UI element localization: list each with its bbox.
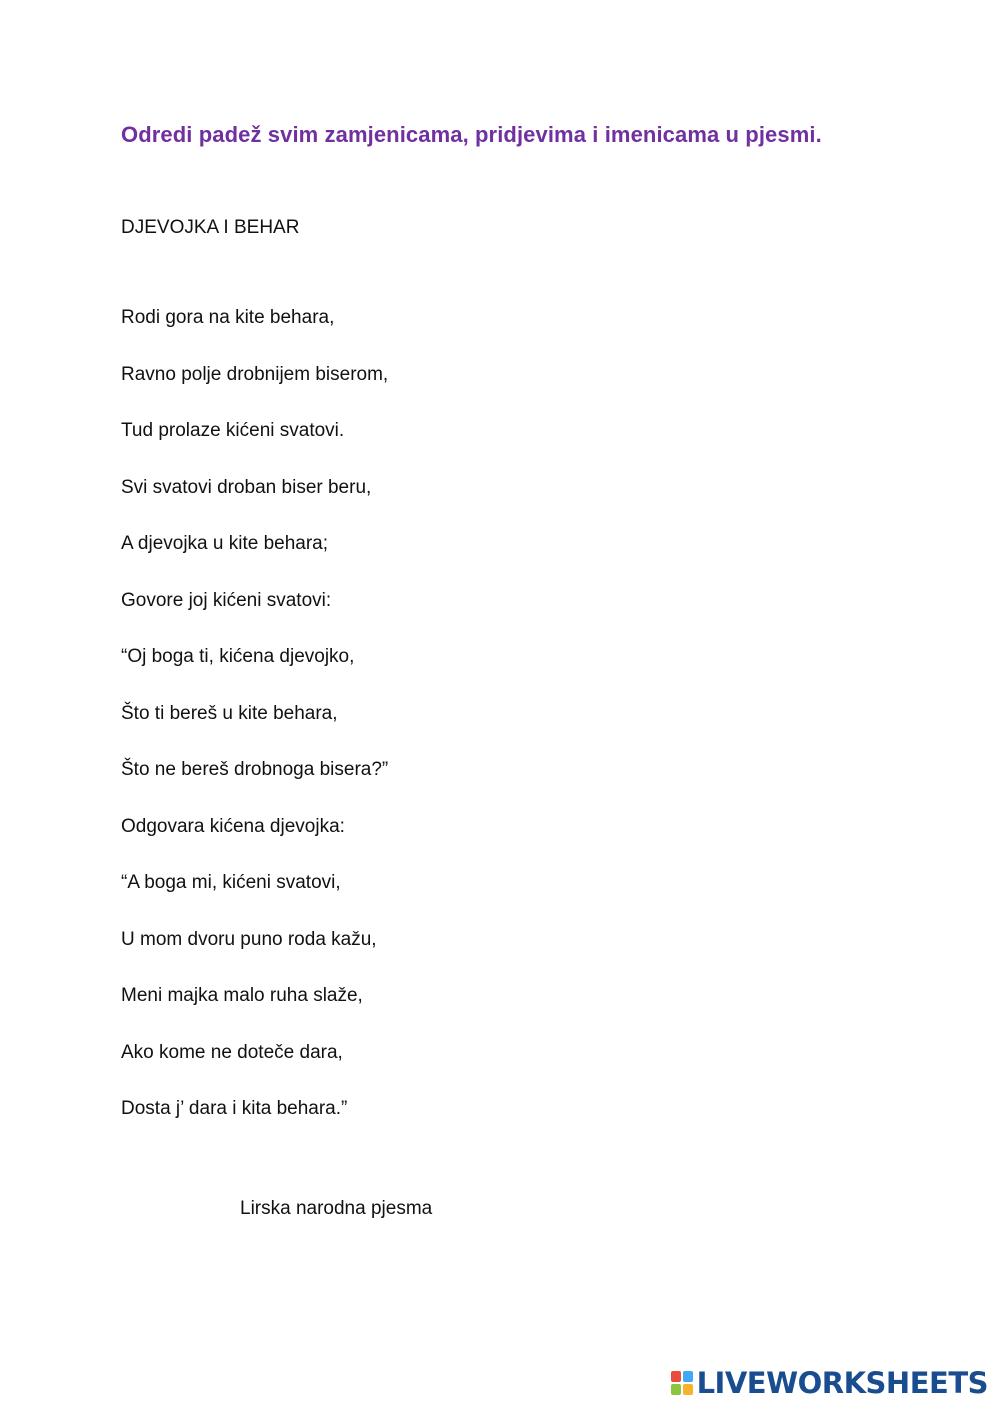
liveworksheets-brand xyxy=(671,1366,988,1400)
poem-line: Što ne bereš drobnoga bisera?” xyxy=(121,759,389,780)
poem-line: Rodi gora na kite behara, xyxy=(121,307,335,328)
logo-square-blue xyxy=(683,1371,693,1382)
liveworksheets-logo-icon xyxy=(671,1371,693,1395)
logo-square-green xyxy=(671,1384,681,1395)
logo-square-red xyxy=(671,1371,681,1382)
poem-line: Govore joj kićeni svatovi: xyxy=(121,589,332,611)
poem-line: Odgovara kićena djevojka: xyxy=(121,815,345,837)
poem-line: Svi svatovi droban biser beru, xyxy=(121,476,372,498)
poem-line: A djevojka u kite behara; xyxy=(121,533,329,554)
poem-body xyxy=(121,306,388,1154)
poem-line: “A boga mi, kićeni svatovi, xyxy=(121,872,341,893)
brand-name: LIVEWORKSHEETS xyxy=(696,1366,988,1400)
poem-line: Ako kome ne doteče dara, xyxy=(121,1041,343,1063)
logo-square-yellow xyxy=(683,1384,693,1395)
poem-line: Što ti bereš u kite behara, xyxy=(121,702,338,724)
poem-attribution: Lirska narodna pjesma xyxy=(240,1198,433,1219)
poem-line: “Oj boga ti, kićena djevojko, xyxy=(121,646,355,667)
poem-line: Tud prolaze kićeni svatovi. xyxy=(121,420,345,441)
poem-line: Ravno polje drobnijem biserom, xyxy=(121,363,389,385)
poem-line: U mom dvoru puno roda kažu, xyxy=(121,928,377,950)
worksheet-instruction: Odredi padež svim zamjenicama, pridjevima i imenicama u pjesmi. xyxy=(121,122,822,147)
poem-title: DJEVOJKA I BEHAR xyxy=(121,217,300,238)
poem-line: Meni majka malo ruha slaže, xyxy=(121,985,363,1006)
poem-line: Dosta j’ dara i kita behara.” xyxy=(121,1098,348,1119)
